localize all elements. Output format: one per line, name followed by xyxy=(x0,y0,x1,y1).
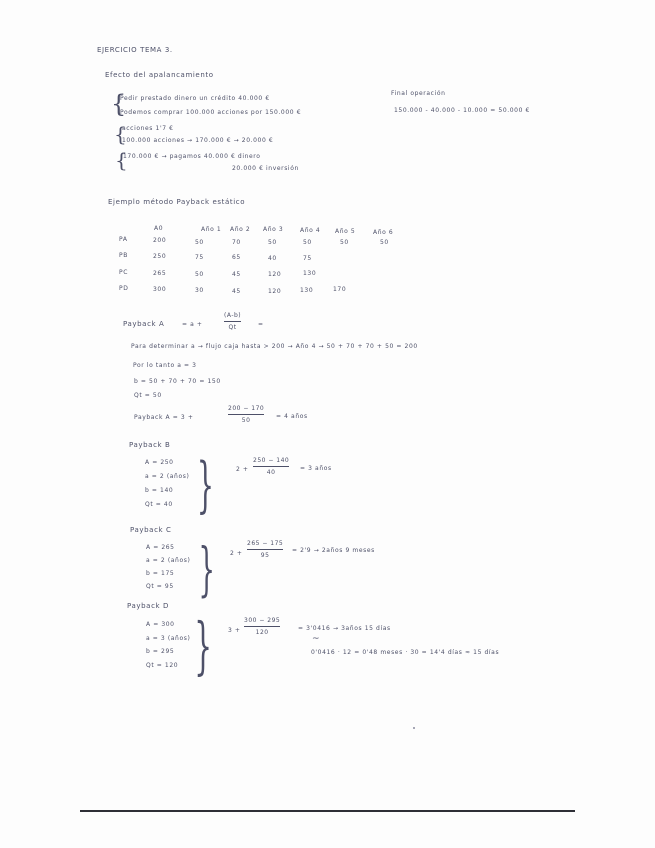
table-cell: 130 xyxy=(300,287,314,294)
table-cell: 130 xyxy=(303,270,317,277)
fraction-denominator: Qt xyxy=(228,324,237,331)
payback-c-var: b = 175 xyxy=(146,570,175,577)
table-row-pb-label: PB xyxy=(119,252,128,259)
payback-a-formula-fraction xyxy=(224,312,241,331)
table-cell: 250 xyxy=(153,253,167,260)
fraction-numerator: 250 − 140 xyxy=(253,457,290,464)
payback-d-calc-fraction xyxy=(244,617,280,636)
table-header-year6: Año 6 xyxy=(373,229,394,236)
final-calc: 150.000 - 40.000 - 10.000 = 50.000 € xyxy=(394,107,530,114)
table-header-year2: Año 2 xyxy=(230,226,251,233)
payback-d-calc-line-2: 0'0416 · 12 = 0'48 meses · 30 = 14'4 días ≈ 15 días xyxy=(311,649,500,656)
payback-c-var: A = 265 xyxy=(146,544,175,551)
table-header-year5: Año 5 xyxy=(335,228,356,235)
page-bottom-edge xyxy=(80,810,575,812)
fraction-numerator: 200 − 170 xyxy=(228,405,265,412)
payback-b-var: b = 140 xyxy=(145,487,174,494)
fraction-bar xyxy=(224,321,241,322)
table-header-year4: Año 4 xyxy=(300,227,321,234)
table-row-pc-label: PC xyxy=(119,269,129,276)
table-cell: 75 xyxy=(195,254,204,261)
payback-a-result-right: = 4 años xyxy=(276,413,308,420)
payback-c-calc-left: 2 + xyxy=(230,550,243,557)
payback-b-label: Payback B xyxy=(129,441,171,449)
brace-right-c: { xyxy=(198,535,215,603)
fraction-denominator: 40 xyxy=(266,469,276,476)
payback-d-calc-left: 3 + xyxy=(228,627,241,634)
table-cell: 50 xyxy=(340,239,349,246)
payback-b-calc-right: = 3 años xyxy=(300,465,332,472)
table-row-pa-label: PA xyxy=(119,236,128,243)
intro-line-3: acciones 1'7 € xyxy=(122,125,174,132)
payback-a-formula-left: = a + xyxy=(182,321,203,328)
payback-a-line-3: b = 50 + 70 + 70 = 150 xyxy=(134,378,221,385)
intro-line-6: 20.000 € inversión xyxy=(232,165,299,172)
brace-right-b: { xyxy=(196,450,214,520)
brace-right-d: { xyxy=(194,609,212,682)
payback-a-line-4: Qt = 50 xyxy=(134,392,162,399)
fraction-numerator: (A-b) xyxy=(224,312,242,319)
table-cell: 45 xyxy=(232,271,241,278)
table-cell: 75 xyxy=(303,255,312,262)
example-title: Ejemplo método Payback estático xyxy=(108,198,246,206)
table-header-year1: Año 1 xyxy=(201,226,222,233)
table-cell: 200 xyxy=(153,237,167,244)
table-cell: 265 xyxy=(153,270,167,277)
stray-mark xyxy=(413,727,415,729)
payback-b-var: A = 250 xyxy=(145,459,174,466)
fraction-bar xyxy=(244,626,280,627)
fraction-bar xyxy=(228,414,264,415)
payback-b-calc-fraction xyxy=(253,457,289,476)
table-cell: 50 xyxy=(303,239,312,246)
intro-line-5: 170.000 € → pagamos 40.000 € dinero xyxy=(123,153,261,160)
brace-2: { xyxy=(114,122,127,146)
fraction-denominator: 120 xyxy=(255,629,269,636)
intro-line-4: 100.000 acciones → 170.000 € → 20.000 € xyxy=(122,137,274,144)
fraction-bar xyxy=(253,466,289,467)
section-subtitle: Efecto del apalancamiento xyxy=(105,71,214,79)
payback-d-var: a = 3 (años) xyxy=(146,635,191,642)
table-cell: 45 xyxy=(232,288,241,295)
payback-b-var: a = 2 (años) xyxy=(145,473,190,480)
payback-a-formula-right: = xyxy=(258,321,264,328)
payback-d-var: b = 295 xyxy=(146,648,175,655)
approx-tilde: ~ xyxy=(312,634,320,644)
fraction-bar xyxy=(247,549,283,550)
payback-c-label: Payback C xyxy=(130,526,172,534)
payback-d-var: Qt = 120 xyxy=(146,662,179,669)
table-cell: 170 xyxy=(333,286,347,293)
payback-c-var: Qt = 95 xyxy=(146,583,174,590)
table-header-year3: Año 3 xyxy=(263,226,284,233)
payback-a-result-fraction xyxy=(228,405,264,424)
payback-c-calc-right: = 2'9 → 2años 9 meses xyxy=(292,547,375,554)
payback-c-var: a = 2 (años) xyxy=(146,557,191,564)
table-cell: 65 xyxy=(232,254,241,261)
payback-a-result-left: Payback A = 3 + xyxy=(134,414,194,421)
table-cell: 120 xyxy=(268,288,282,295)
fraction-numerator: 265 − 175 xyxy=(247,540,284,547)
table-cell: 50 xyxy=(380,239,389,246)
table-cell: 300 xyxy=(153,286,167,293)
page-title: EJERCICIO TEMA 3. xyxy=(97,46,173,54)
payback-b-var: Qt = 40 xyxy=(145,501,173,508)
table-header-a0: A0 xyxy=(154,225,164,232)
table-cell: 50 xyxy=(268,239,277,246)
final-label: Final operación xyxy=(391,90,446,97)
payback-c-calc-fraction xyxy=(247,540,283,559)
table-cell: 50 xyxy=(195,239,204,246)
table-row-pd-label: PD xyxy=(119,285,129,292)
payback-a-label: Payback A xyxy=(123,320,165,328)
payback-a-line-1: Para determinar a → flujo caja hasta > 200 → Año 4 → 50 + 70 + 70 + 50 = 200 xyxy=(131,343,418,350)
brace-3: { xyxy=(115,148,128,172)
payback-d-var: A = 300 xyxy=(146,621,175,628)
payback-d-calc-right: = 3'0416 → 3años 15 días xyxy=(298,625,391,632)
table-cell: 30 xyxy=(195,287,204,294)
intro-line-2: Podemos comprar 100.000 acciones por 150.000 € xyxy=(120,109,302,116)
fraction-denominator: 95 xyxy=(260,552,270,559)
table-cell: 120 xyxy=(268,271,282,278)
payback-b-calc-left: 2 + xyxy=(236,466,249,473)
fraction-numerator: 300 − 295 xyxy=(244,617,281,624)
intro-line-1: Pedir prestado dinero un crédito 40.000 € xyxy=(120,95,270,102)
payback-d-label: Payback D xyxy=(127,602,169,610)
fraction-denominator: 50 xyxy=(241,417,251,424)
payback-a-line-2: Por lo tanto a = 3 xyxy=(133,362,197,369)
table-cell: 50 xyxy=(195,271,204,278)
brace-1: { xyxy=(111,90,127,118)
table-cell: 40 xyxy=(268,255,277,262)
table-cell: 70 xyxy=(232,239,241,246)
